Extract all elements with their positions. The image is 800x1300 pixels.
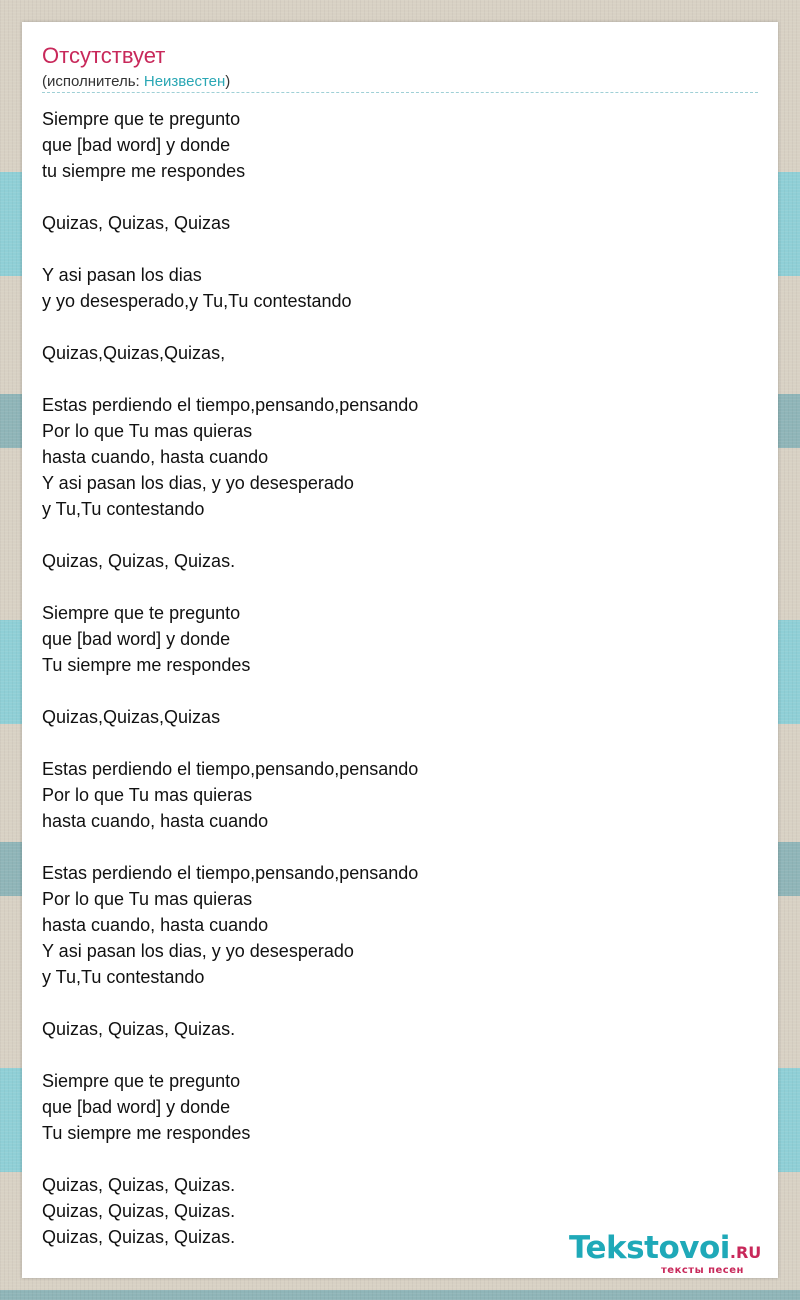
lyric-line: y Tu,Tu contestando [42,967,205,987]
lyric-line: Siempre que te pregunto [42,603,241,623]
lyric-blank-line [42,834,742,860]
lyric-line: Por lo que Tu mas quieras [42,785,253,805]
logo-tld: .RU [729,1243,762,1262]
lyric-blank-line [42,522,742,548]
lyric-line: Estas perdiendo el tiempo,pensando,pensando [42,863,419,883]
lyric-line: Siempre que te pregunto [42,1071,241,1091]
lyric-line: que [bad word] y donde [42,1097,231,1117]
lyric-line: hasta cuando, hasta cuando [42,811,269,831]
logo-name: Tekstovoi [569,1230,730,1266]
lyric-line: y Tu,Tu contestando [42,499,205,519]
lyric-blank-line [42,574,742,600]
lyric-blank-line [42,314,742,340]
lyric-line: Quizas, Quizas, Quizas [42,213,231,233]
lyric-line: hasta cuando, hasta cuando [42,447,269,467]
lyric-line: Por lo que Tu mas quieras [42,889,253,909]
lyric-line: Tu siempre me respondes [42,655,251,675]
lyric-blank-line [42,678,742,704]
performer-link[interactable]: Неизвестен [143,73,226,90]
lyric-line: Por lo que Tu mas quieras [42,421,253,441]
header-divider [42,92,758,93]
lyric-line: Estas perdiendo el tiempo,pensando,pensando [42,759,419,779]
site-logo[interactable] [569,1230,779,1280]
lyrics-text [42,106,742,1250]
lyric-line: Quizas, Quizas, Quizas. [42,1227,236,1247]
performer-suffix: ) [225,73,231,90]
lyric-line: Quizas,Quizas,Quizas, [42,343,226,363]
lyric-blank-line [42,184,742,210]
lyrics-card [22,22,778,1278]
lyric-line: Y asi pasan los dias, y yo desesperado [42,941,354,961]
lyric-line: Quizas,Quizas,Quizas [42,707,221,727]
lyric-line: Quizas, Quizas, Quizas. [42,551,236,571]
lyric-line: Siempre que te pregunto [42,109,241,129]
lyric-line: que [bad word] y donde [42,629,231,649]
lyric-blank-line [42,366,742,392]
logo-tagline: тексты песен [661,1265,744,1276]
lyric-line: Quizas, Quizas, Quizas. [42,1201,236,1221]
lyric-line: Quizas, Quizas, Quizas. [42,1175,236,1195]
lyric-line: Quizas, Quizas, Quizas. [42,1019,236,1039]
song-title: Отсутствует [42,43,166,68]
lyric-blank-line [42,236,742,262]
lyric-blank-line [42,1042,742,1068]
performer-line [42,72,230,92]
lyric-blank-line [42,990,742,1016]
lyric-line: Y asi pasan los dias [42,265,202,285]
lyric-blank-line [42,730,742,756]
lyric-blank-line [42,1146,742,1172]
lyric-line: Estas perdiendo el tiempo,pensando,pensando [42,395,419,415]
lyric-line: y yo desesperado,y Tu,Tu contestando [42,291,352,311]
performer-prefix: (исполнитель: [42,73,144,90]
lyric-line: hasta cuando, hasta cuando [42,915,269,935]
lyric-line: que [bad word] y donde [42,135,231,155]
lyric-line: Tu siempre me respondes [42,1123,251,1143]
lyric-line: tu siempre me respondes [42,161,246,181]
lyric-line: Y asi pasan los dias, y yo desesperado [42,473,354,493]
